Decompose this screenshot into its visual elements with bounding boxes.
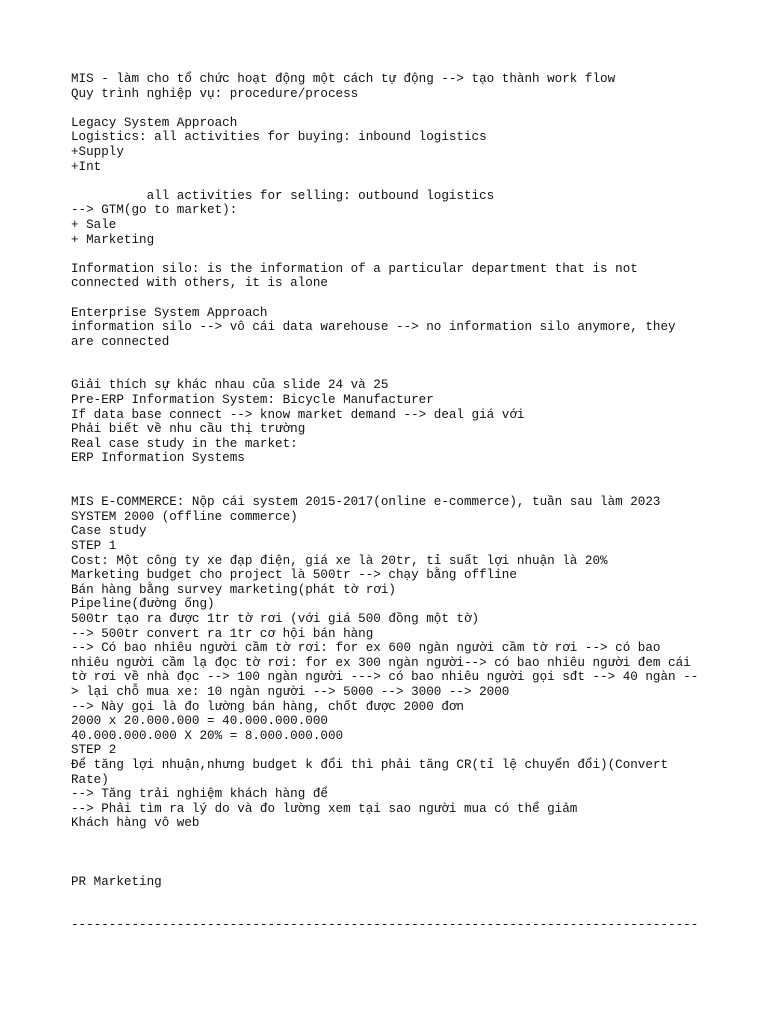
blank-line — [71, 481, 711, 496]
blank-line — [71, 904, 711, 919]
blank-line — [71, 364, 711, 379]
text-line: SYSTEM 2000 (offline commerce) — [71, 509, 298, 524]
text-line: --> 500tr convert ra 1tr cơ hội bán hàng — [71, 626, 374, 641]
blank-line — [71, 860, 711, 875]
text-line: Case study — [71, 524, 147, 539]
text-line: --> GTM(go to market): — [71, 203, 238, 218]
text-line: --> Phải tìm ra lý do và đo lường xem tại sao người mua có thể giảm — [71, 801, 578, 816]
text-line: + Sale — [71, 217, 117, 232]
blank-line — [71, 174, 711, 189]
text-line: 40.000.000.000 X 20% = 8.000.000.000 — [71, 728, 344, 743]
text-line: connected with others, it is alone — [71, 276, 328, 291]
text-line: --> Có bao nhiêu người cầm tờ rơi: for ex 600 ngàn người cầm tờ rơi --> có bao — [71, 641, 661, 656]
text-line: Để tăng lợi nhuận,nhưng budget k đổi thì phải tăng CR(tỉ lệ chuyển đổi)(Convert — [71, 757, 669, 772]
blank-line — [71, 466, 711, 481]
blank-line — [71, 831, 711, 846]
section-heading: Enterprise System Approach — [71, 305, 268, 320]
text-line: are connected — [71, 334, 170, 349]
blank-line — [71, 101, 711, 116]
text-line: Real case study in the market: — [71, 436, 298, 451]
blank-line — [71, 349, 711, 364]
step-label: STEP 1 — [71, 539, 117, 553]
text-line: information silo --> vô cái data warehouse --> no information silo anymore, they — [71, 320, 676, 335]
document-page — [71, 72, 711, 933]
text-line: ERP Information Systems — [71, 451, 245, 466]
text-line: MIS - làm cho tổ chức hoạt động một cách tự động --> tạo thành work flow — [71, 72, 616, 86]
blank-line — [71, 291, 711, 306]
text-line: +Int — [71, 159, 102, 174]
text-line: 500tr tạo ra được 1tr tờ rơi (với giá 500 đồng một tờ) — [71, 611, 480, 626]
text-line: + Marketing — [71, 232, 155, 247]
text-line: Khách hàng vô web — [71, 816, 200, 831]
text-line: Phải biết về nhu cầu thị trường — [71, 422, 306, 437]
step-label: STEP 2 — [71, 743, 117, 758]
text-line: --> Này gọi là đo lường bán hàng, chốt được 2000 đơn — [71, 699, 464, 714]
text-line: +Supply — [71, 144, 124, 159]
blank-line — [71, 889, 711, 904]
section-heading: PR Marketing — [71, 874, 162, 889]
text-line: Pre-ERP Information System: Bicycle Manufacturer — [71, 393, 434, 408]
separator-line: ----------------------------------------------------------------------------------- — [71, 918, 699, 933]
text-line: If data base connect --> know market demand --> deal giá với — [71, 407, 525, 422]
text-line: Rate) — [71, 772, 109, 787]
text-line: nhiêu người cầm lạ đọc tờ rơi: for ex 300 ngàn người--> có bao nhiêu người đem cái — [71, 655, 691, 670]
text-line: all activities for selling: outbound logistics — [71, 188, 495, 203]
text-line: 2000 x 20.000.000 = 40.000.000.000 — [71, 714, 328, 729]
text-line: Giải thích sự khác nhau của slide 24 và 25 — [71, 378, 389, 393]
text-line: Information silo: is the information of a particular department that is not — [71, 261, 638, 276]
text-line: Quy trình nghiệp vụ: procedure/process — [71, 86, 359, 101]
text-line: > lại chỗ mua xe: 10 ngàn người --> 5000 --> 3000 --> 2000 — [71, 684, 510, 699]
text-line: tờ rơi về nhà đọc --> 100 ngàn người ---> có bao nhiêu người gọi sđt --> 40 ngàn -- — [71, 670, 699, 685]
text-line: Marketing budget cho project là 500tr --> chạy bằng offline — [71, 568, 517, 583]
text-line: Pipeline(đường ống) — [71, 597, 215, 612]
text-line: Bán hàng bằng survey marketing(phát tờ rơi) — [71, 582, 396, 597]
text-line: Cost: Một công ty xe đạp điện, giá xe là 20tr, tỉ suất lợi nhuận là 20% — [71, 553, 608, 568]
blank-line — [71, 845, 711, 860]
text-line: Logistics: all activities for buying: inbound logistics — [71, 130, 487, 145]
blank-line — [71, 247, 711, 262]
section-heading: MIS E-COMMERCE: Nộp cái system 2015-2017(online e-commerce), tuần sau làm 2023 — [71, 495, 661, 510]
section-heading: Legacy System Approach — [71, 115, 238, 130]
text-line: --> Tăng trải nghiệm khách hàng để — [71, 787, 328, 802]
